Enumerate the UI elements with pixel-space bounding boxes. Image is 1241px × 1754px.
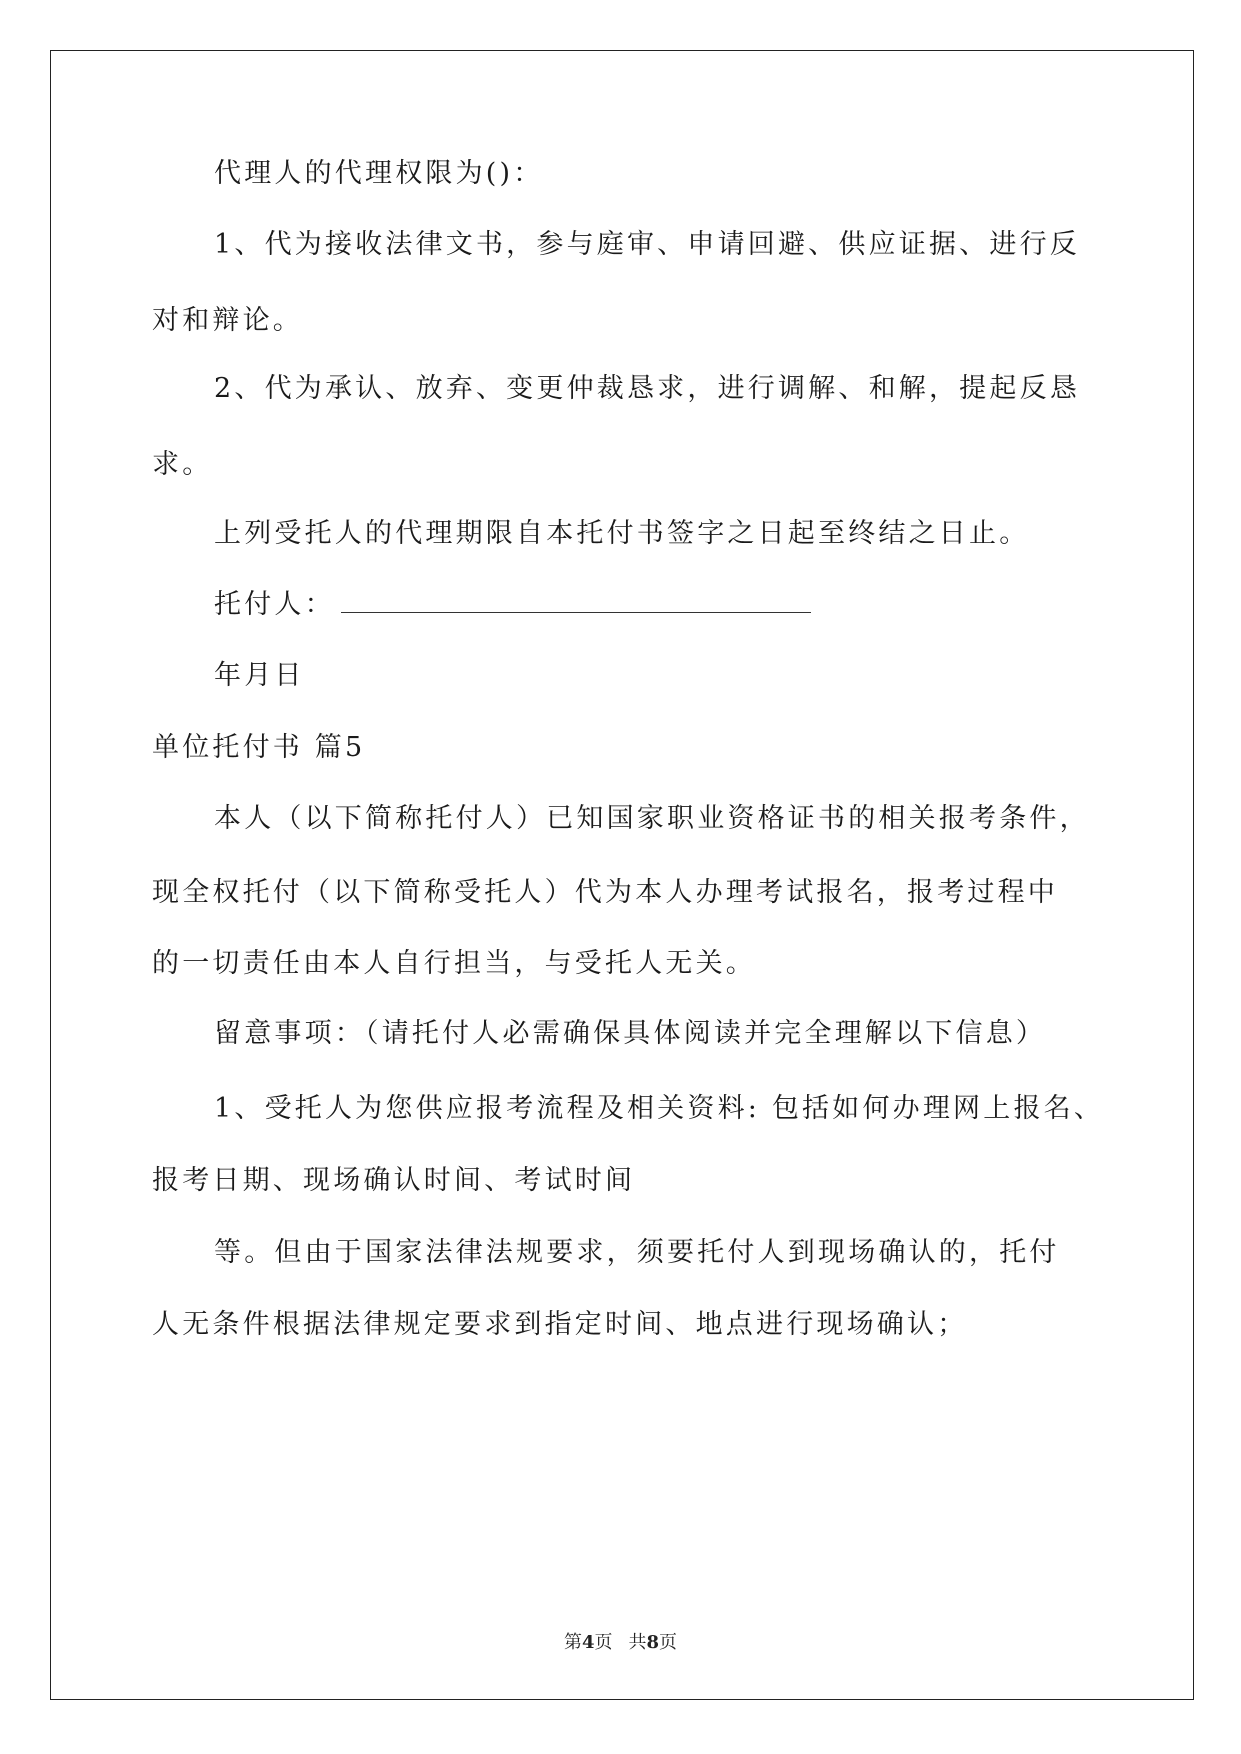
signature-line [214,588,811,622]
paragraph-line: 求。 [152,449,213,480]
paragraph-line: 代理人的代理权限为()： [214,158,544,189]
paragraph-line: 上列受托人的代理期限自本托付书签字之日起至终结之日止。 [214,518,1030,549]
paragraph-line: 留意事项：（请托付人必需确保具体阅读并完全理解以下信息） [214,1018,1047,1049]
page-number: 4 [581,1632,595,1653]
section-heading: 单位托付书 篇5 [152,732,366,763]
paragraph-line: 对和辩论。 [152,305,303,336]
page-footer [0,1632,1241,1654]
paragraph-line: 人无条件根据法律规定要求到指定时间、地点进行现场确认； [152,1309,968,1340]
paragraph-line: 2、代为承认、放弃、变更仲裁恳求，进行调解、和解，提起反恳 [214,373,1080,404]
signature-label: 托付人： [214,589,335,620]
paragraph-line: 1、代为接收法律文书，参与庭审、申请回避、供应证据、进行反 [214,229,1080,260]
page-number-prefix: 第 [563,1632,582,1653]
paragraph-line: 1、受托人为您供应报考流程及相关资料: 包括如何办理网上报名、 [214,1093,1105,1124]
paragraph-line: 报考日期、现场确认时间、考试时间 [152,1165,636,1196]
page-border [50,50,1194,1700]
paragraph-line: 本人（以下简称托付人）已知国家职业资格证书的相关报考条件， [214,803,1090,834]
paragraph-line: 的一切责任由本人自行担当，与受托人无关。 [152,948,756,979]
signature-underline [341,590,811,613]
total-pages-prefix: 共 [628,1632,647,1653]
total-pages-suffix: 页 [659,1632,678,1653]
total-pages: 8 [646,1632,660,1653]
page-number-suffix: 页 [594,1632,613,1653]
paragraph-line: 现全权托付（以下简称受托人）代为本人办理考试报名，报考过程中 [152,877,1058,908]
paragraph-line: 等。但由于国家法律法规要求，须要托付人到现场确认的，托付 [214,1237,1060,1268]
date-line: 年月日 [214,660,305,691]
